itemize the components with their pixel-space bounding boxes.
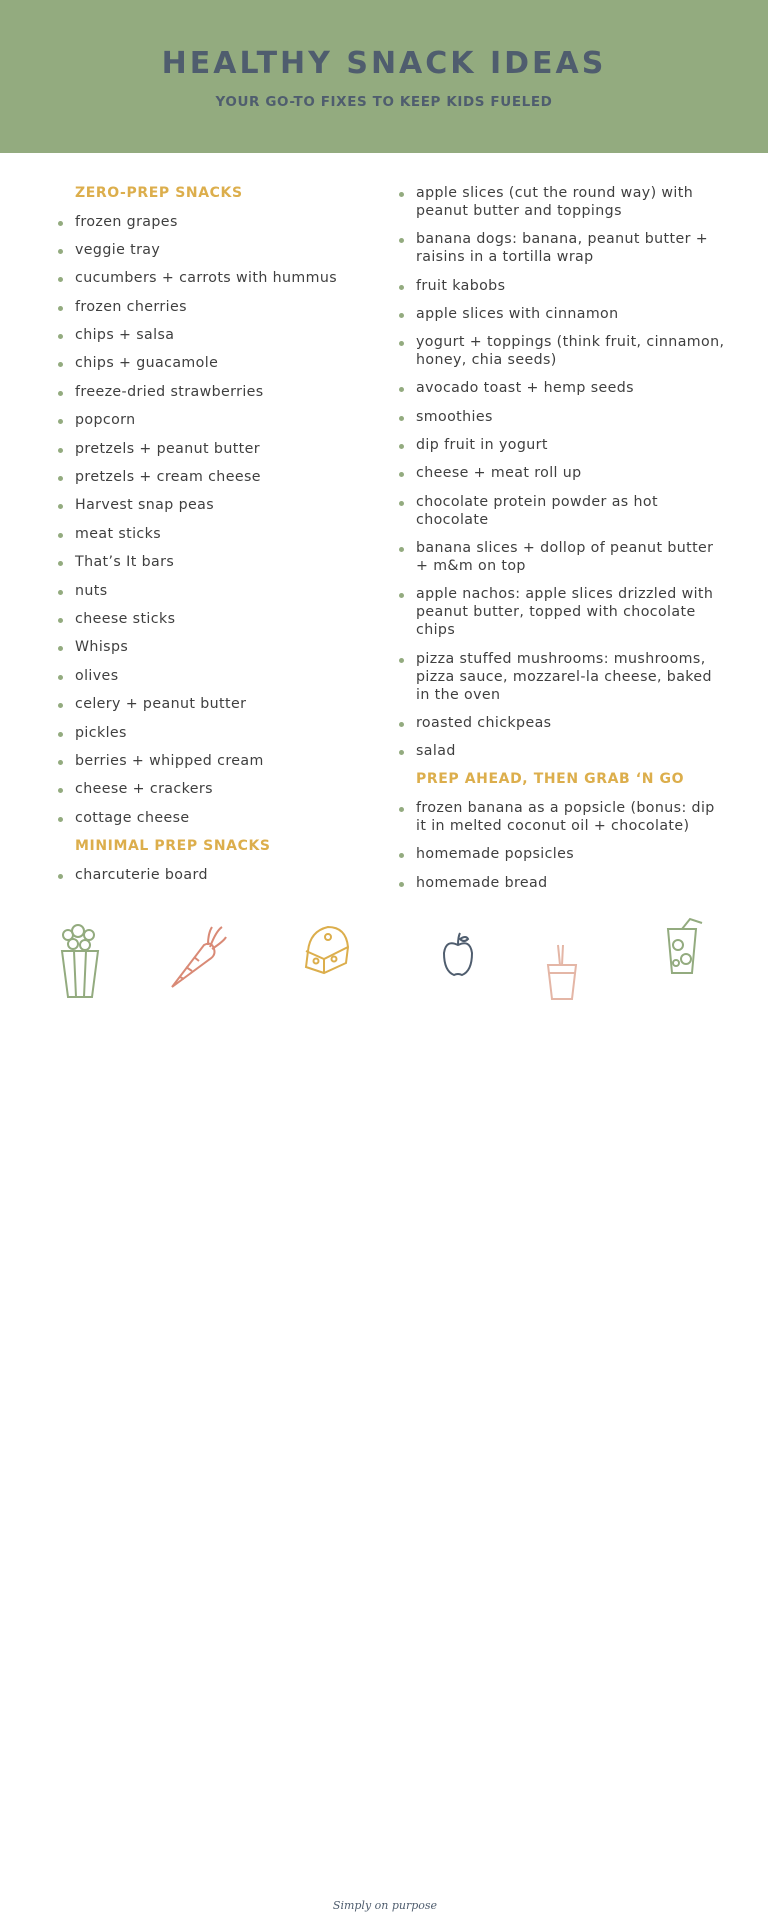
- list-item: pizza stuffed mushrooms: mushrooms, pizza sauce, mozzarel-la cheese, baked in the oven: [416, 650, 726, 704]
- page-subtitle: YOUR GO-TO FIXES TO KEEP KIDS FUELED: [215, 94, 553, 110]
- list-item: frozen cherries: [75, 298, 375, 316]
- list-item: freeze-dried strawberries: [75, 383, 375, 401]
- list-item: meat sticks: [75, 525, 375, 543]
- list-item: avocado toast + hemp seeds: [416, 379, 726, 397]
- list-item: salad: [416, 742, 726, 760]
- prep-ahead-heading: PREP AHEAD, THEN GRAB ‘N GO: [416, 771, 685, 788]
- list-item: homemade bread: [416, 874, 726, 892]
- list-item: cheese sticks: [75, 610, 375, 628]
- signature-logo: Simply on purpose: [332, 1899, 438, 1912]
- list-item: chips + salsa: [75, 326, 375, 344]
- list-item: veggie tray: [75, 241, 375, 259]
- list-item: cheese + meat roll up: [416, 464, 726, 482]
- list-item: yogurt + toppings (think fruit, cinnamon, honey, chia seeds): [416, 334, 725, 369]
- list-item: Whisps: [75, 638, 375, 656]
- list-item: fruit kabobs: [416, 277, 726, 295]
- list-item: roasted chickpeas: [416, 714, 726, 732]
- header-banner: [0, 0, 768, 153]
- list-item: chocolate protein powder as hot chocolate: [416, 493, 726, 529]
- food-icon-row: [0, 915, 768, 1912]
- list-item: apple slices with cinnamon: [416, 305, 726, 323]
- list-item: chips + guacamole: [75, 354, 375, 372]
- list-item: celery + peanut butter: [75, 695, 375, 713]
- yogurt-cup-icon: [544, 943, 580, 1003]
- left-column: [75, 184, 375, 894]
- list-item: berries + whipped cream: [75, 752, 375, 770]
- list-item: frozen grapes: [75, 213, 375, 231]
- popcorn-icon: [58, 923, 102, 1003]
- minimal-prep-heading: MINIMAL PREP SNACKS: [75, 838, 271, 855]
- list-item: frozen banana as a popsicle (bonus: dip it in melted coconut oil + chocolate): [416, 799, 726, 835]
- zero-prep-heading: ZERO-PREP SNACKS: [75, 185, 243, 201]
- minimal-prep-list-right: [416, 184, 726, 760]
- page-title: HEALTHY SNACK IDEAS: [161, 46, 607, 81]
- right-column: [416, 184, 726, 902]
- list-item: dip fruit in yogurt: [416, 436, 726, 454]
- list-item: charcuterie board: [75, 866, 375, 884]
- prep-ahead-list: [416, 799, 726, 892]
- list-item: Harvest snap peas: [75, 496, 375, 514]
- carrot-icon: [166, 923, 228, 993]
- list-item: cucumbers + carrots with hummus: [75, 269, 375, 287]
- zero-prep-list: [75, 213, 375, 827]
- list-item: apple nachos: apple slices drizzled with peanut butter, topped with chocolate chips: [416, 585, 726, 639]
- list-item: cottage cheese: [75, 809, 375, 827]
- list-item: pretzels + cream cheese: [75, 468, 375, 486]
- list-item: banana slices + dollop of peanut butter + m&m on top: [416, 539, 726, 575]
- list-item: olives: [75, 667, 375, 685]
- list-item: pretzels + peanut butter: [75, 440, 375, 458]
- minimal-prep-list-left: [75, 866, 375, 884]
- smoothie-icon: [660, 917, 710, 977]
- cheese-icon: [300, 921, 352, 979]
- list-item: nuts: [75, 582, 375, 600]
- list-item: popcorn: [75, 411, 375, 429]
- list-item: homemade popsicles: [416, 845, 726, 863]
- list-item: smoothies: [416, 408, 726, 426]
- list-item: banana dogs: banana, peanut butter + raisins in a tortilla wrap: [416, 230, 726, 266]
- list-item: That’s It bars: [75, 553, 375, 571]
- list-item: apple slices (cut the round way) with peanut butter and toppings: [416, 184, 726, 220]
- list-item: cheese + crackers: [75, 780, 375, 798]
- apple-icon: [440, 931, 476, 979]
- list-item: pickles: [75, 724, 375, 742]
